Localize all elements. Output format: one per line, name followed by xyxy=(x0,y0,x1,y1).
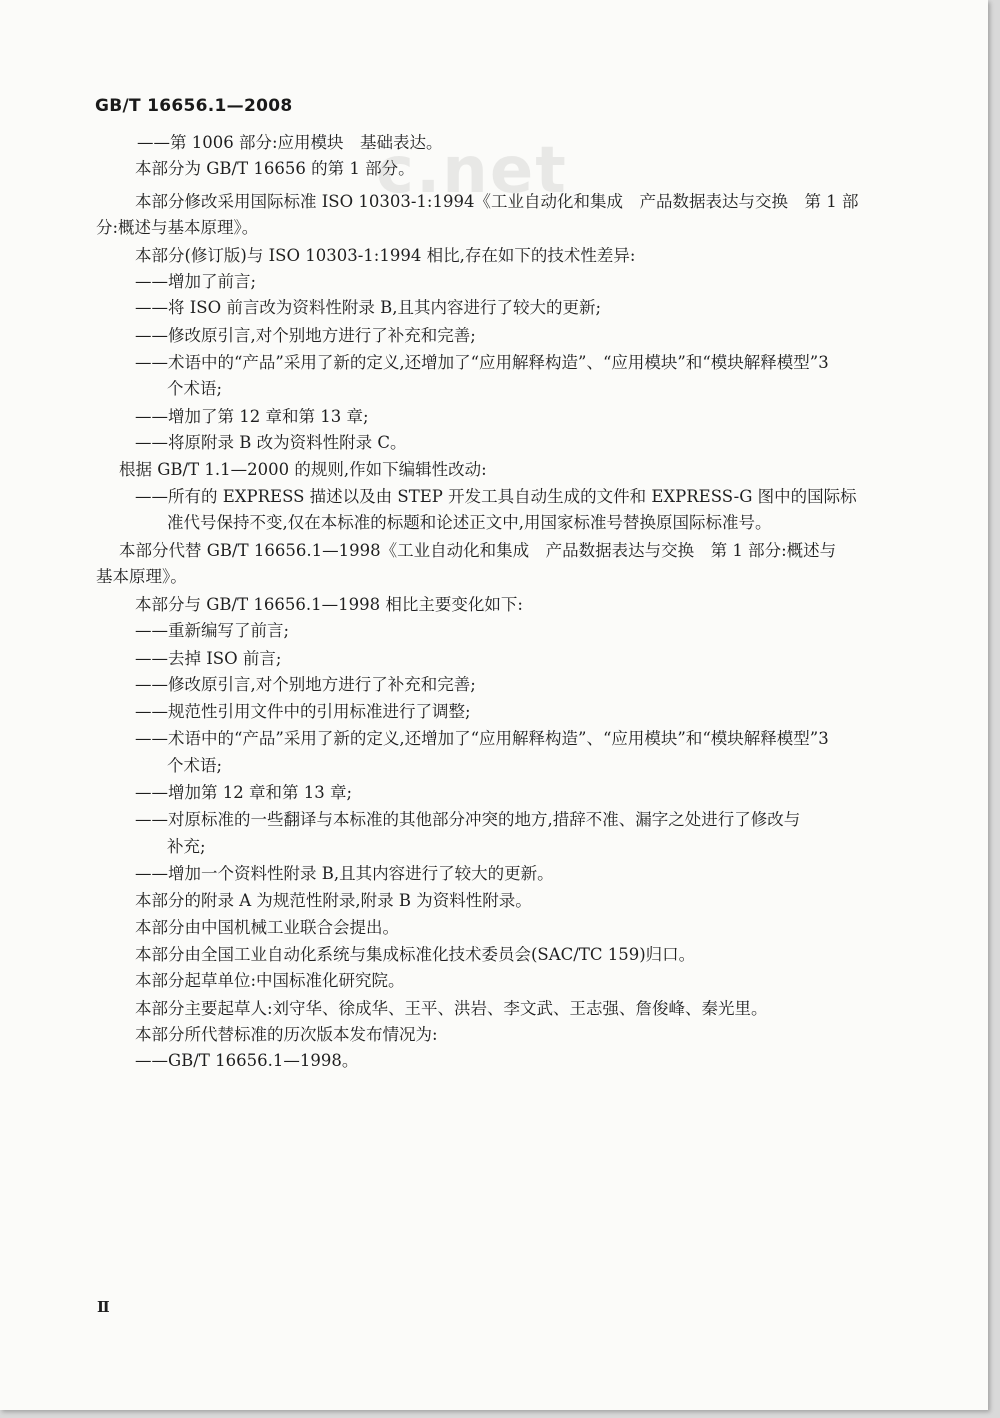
text-line: 本部分由全国工业自动化系统与集成标准化技术委员会(SAC/TC 159)归口。 xyxy=(135,945,696,964)
text-line: 本部分的附录 A 为规范性附录,附录 B 为资料性附录。 xyxy=(135,891,532,910)
text-line: 本部分起草单位:中国标准化研究院。 xyxy=(135,971,405,990)
text-line: ——第 1006 部分:应用模块 基础表达。 xyxy=(137,133,443,152)
text-line: ——去掉 ISO 前言; xyxy=(135,649,282,668)
text-line: ——对原标准的一些翻译与本标准的其他部分冲突的地方,措辞不准、漏字之处进行了修改与 xyxy=(135,810,801,829)
text-line: 本部分主要起草人:刘守华、徐成华、王平、洪岩、李文武、王志强、詹俊峰、秦光里。 xyxy=(135,999,768,1018)
text-line: ——GB/T 16656.1—1998。 xyxy=(135,1051,359,1070)
text-line: ——将 ISO 前言改为资料性附录 B,且其内容进行了较大的更新; xyxy=(135,298,602,317)
text-line: ——增加了第 12 章和第 13 章; xyxy=(135,407,369,426)
text-line: ——增加了前言; xyxy=(135,272,257,291)
text-line: 本部分为 GB/T 16656 的第 1 部分。 xyxy=(135,159,415,178)
text-line: 根据 GB/T 1.1—2000 的规则,作如下编辑性改动: xyxy=(119,460,487,479)
text-line: 分:概述与基本原理》。 xyxy=(96,218,259,237)
text-line: ——修改原引言,对个别地方进行了补充和完善; xyxy=(135,675,476,694)
text-line: 个术语; xyxy=(167,756,223,775)
text-line: ——重新编写了前言; xyxy=(135,621,290,640)
text-line: ——增加第 12 章和第 13 章; xyxy=(135,783,353,802)
text-line: ——修改原引言,对个别地方进行了补充和完善; xyxy=(135,326,476,345)
text-line: 准代号保持不变,仅在本标准的标题和论述正文中,用国家标准号替换原国际标准号。 xyxy=(167,513,772,532)
text-line: 本部分所代替标准的历次版本发布情况为: xyxy=(135,1025,438,1044)
text-line: 本部分修改采用国际标准 ISO 10303-1:1994《工业自动化和集成 产品数据表达与交换 第 1 部 xyxy=(135,192,859,211)
text-line: ——术语中的“产品”采用了新的定义,还增加了“应用解释构造”、“应用模块”和“模块解释模型”3 xyxy=(135,729,829,748)
text-line: 本部分与 GB/T 16656.1—1998 相比主要变化如下: xyxy=(135,595,523,614)
text-line: 个术语; xyxy=(167,379,223,398)
text-line: ——术语中的“产品”采用了新的定义,还增加了“应用解释构造”、“应用模块”和“模块解释模型”3 xyxy=(135,353,829,372)
text-line: 本部分由中国机械工业联合会提出。 xyxy=(135,918,399,937)
text-line: ——将原附录 B 改为资料性附录 C。 xyxy=(135,433,407,452)
text-line: ——所有的 EXPRESS 描述以及由 STEP 开发工具自动生成的文件和 EXPRESS-G 图中的国际标 xyxy=(135,487,857,506)
watermark: c.net xyxy=(376,134,568,208)
standard-number-header: GB/T 16656.1—2008 xyxy=(95,96,293,116)
text-line: ——规范性引用文件中的引用标准进行了调整; xyxy=(135,702,471,721)
text-line: 本部分(修订版)与 ISO 10303-1:1994 相比,存在如下的技术性差异: xyxy=(135,246,636,265)
text-line: 补充; xyxy=(167,837,206,856)
text-line: 本部分代替 GB/T 16656.1—1998《工业自动化和集成 产品数据表达与交换 第 1 部分:概述与 xyxy=(119,541,837,560)
text-line: ——增加一个资料性附录 B,且其内容进行了较大的更新。 xyxy=(135,864,554,883)
page-number: Ⅱ xyxy=(97,1298,110,1316)
text-line: 基本原理》。 xyxy=(96,567,187,586)
